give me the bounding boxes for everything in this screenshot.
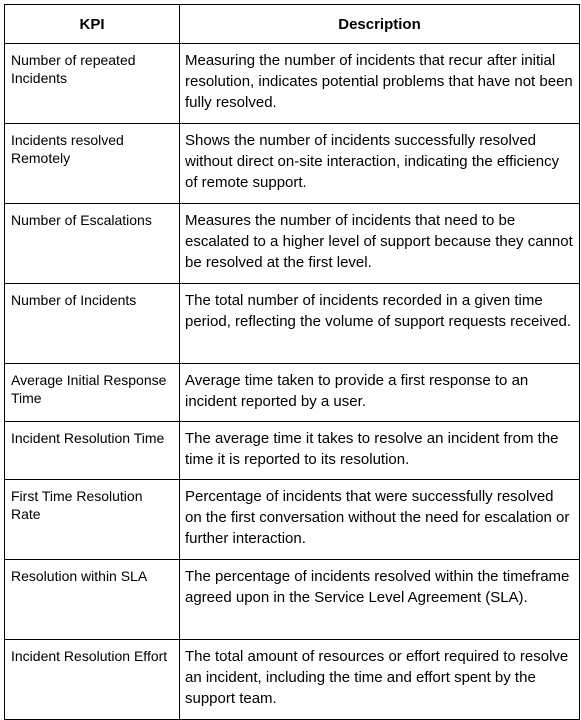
table-row xyxy=(5,124,580,204)
kpi-name-cell: Incident Resolution Effort xyxy=(5,640,180,720)
kpi-name-cell: First Time Resolution Rate xyxy=(5,480,180,560)
kpi-description-cell: Shows the number of incidents successfully resolved without direct on-site interaction, indicating the efficiency of remote support. xyxy=(180,124,580,204)
kpi-description-cell: Average time taken to provide a first response to an incident reported by a user. xyxy=(180,364,580,422)
table-row xyxy=(5,560,580,640)
kpi-description-cell: Measuring the number of incidents that recur after initial resolution, indicates potential problems that have not been fully resolved. xyxy=(180,44,580,124)
kpi-name-cell: Number of Escalations xyxy=(5,204,180,284)
table-row xyxy=(5,204,580,284)
kpi-description-cell: The average time it takes to resolve an incident from the time it is reported to its resolution. xyxy=(180,422,580,480)
kpi-column-header: KPI xyxy=(5,5,180,44)
kpi-table xyxy=(4,4,580,720)
kpi-name-cell: Number of Incidents xyxy=(5,284,180,364)
kpi-description-cell: The total amount of resources or effort required to resolve an incident, including the time and effort spent by the support team. xyxy=(180,640,580,720)
table-row xyxy=(5,284,580,364)
kpi-name-cell: Incidents resolved Remotely xyxy=(5,124,180,204)
kpi-description-cell: Measures the number of incidents that need to be escalated to a higher level of support because they cannot be resolved at the first level. xyxy=(180,204,580,284)
kpi-description-cell: The percentage of incidents resolved within the timeframe agreed upon in the Service Level Agreement (SLA). xyxy=(180,560,580,640)
table-row xyxy=(5,364,580,422)
kpi-name-cell: Average Initial Response Time xyxy=(5,364,180,422)
kpi-name-cell: Number of repeated Incidents xyxy=(5,44,180,124)
kpi-description-cell: The total number of incidents recorded in a given time period, reflecting the volume of support requests received. xyxy=(180,284,580,364)
table-row xyxy=(5,422,580,480)
table-header-row xyxy=(5,5,580,44)
description-column-header: Description xyxy=(180,5,580,44)
table-row xyxy=(5,640,580,720)
table-row xyxy=(5,44,580,124)
kpi-description-cell: Percentage of incidents that were successfully resolved on the first conversation without the need for escalation or further interaction. xyxy=(180,480,580,560)
kpi-name-cell: Incident Resolution Time xyxy=(5,422,180,480)
table-row xyxy=(5,480,580,560)
kpi-name-cell: Resolution within SLA xyxy=(5,560,180,640)
